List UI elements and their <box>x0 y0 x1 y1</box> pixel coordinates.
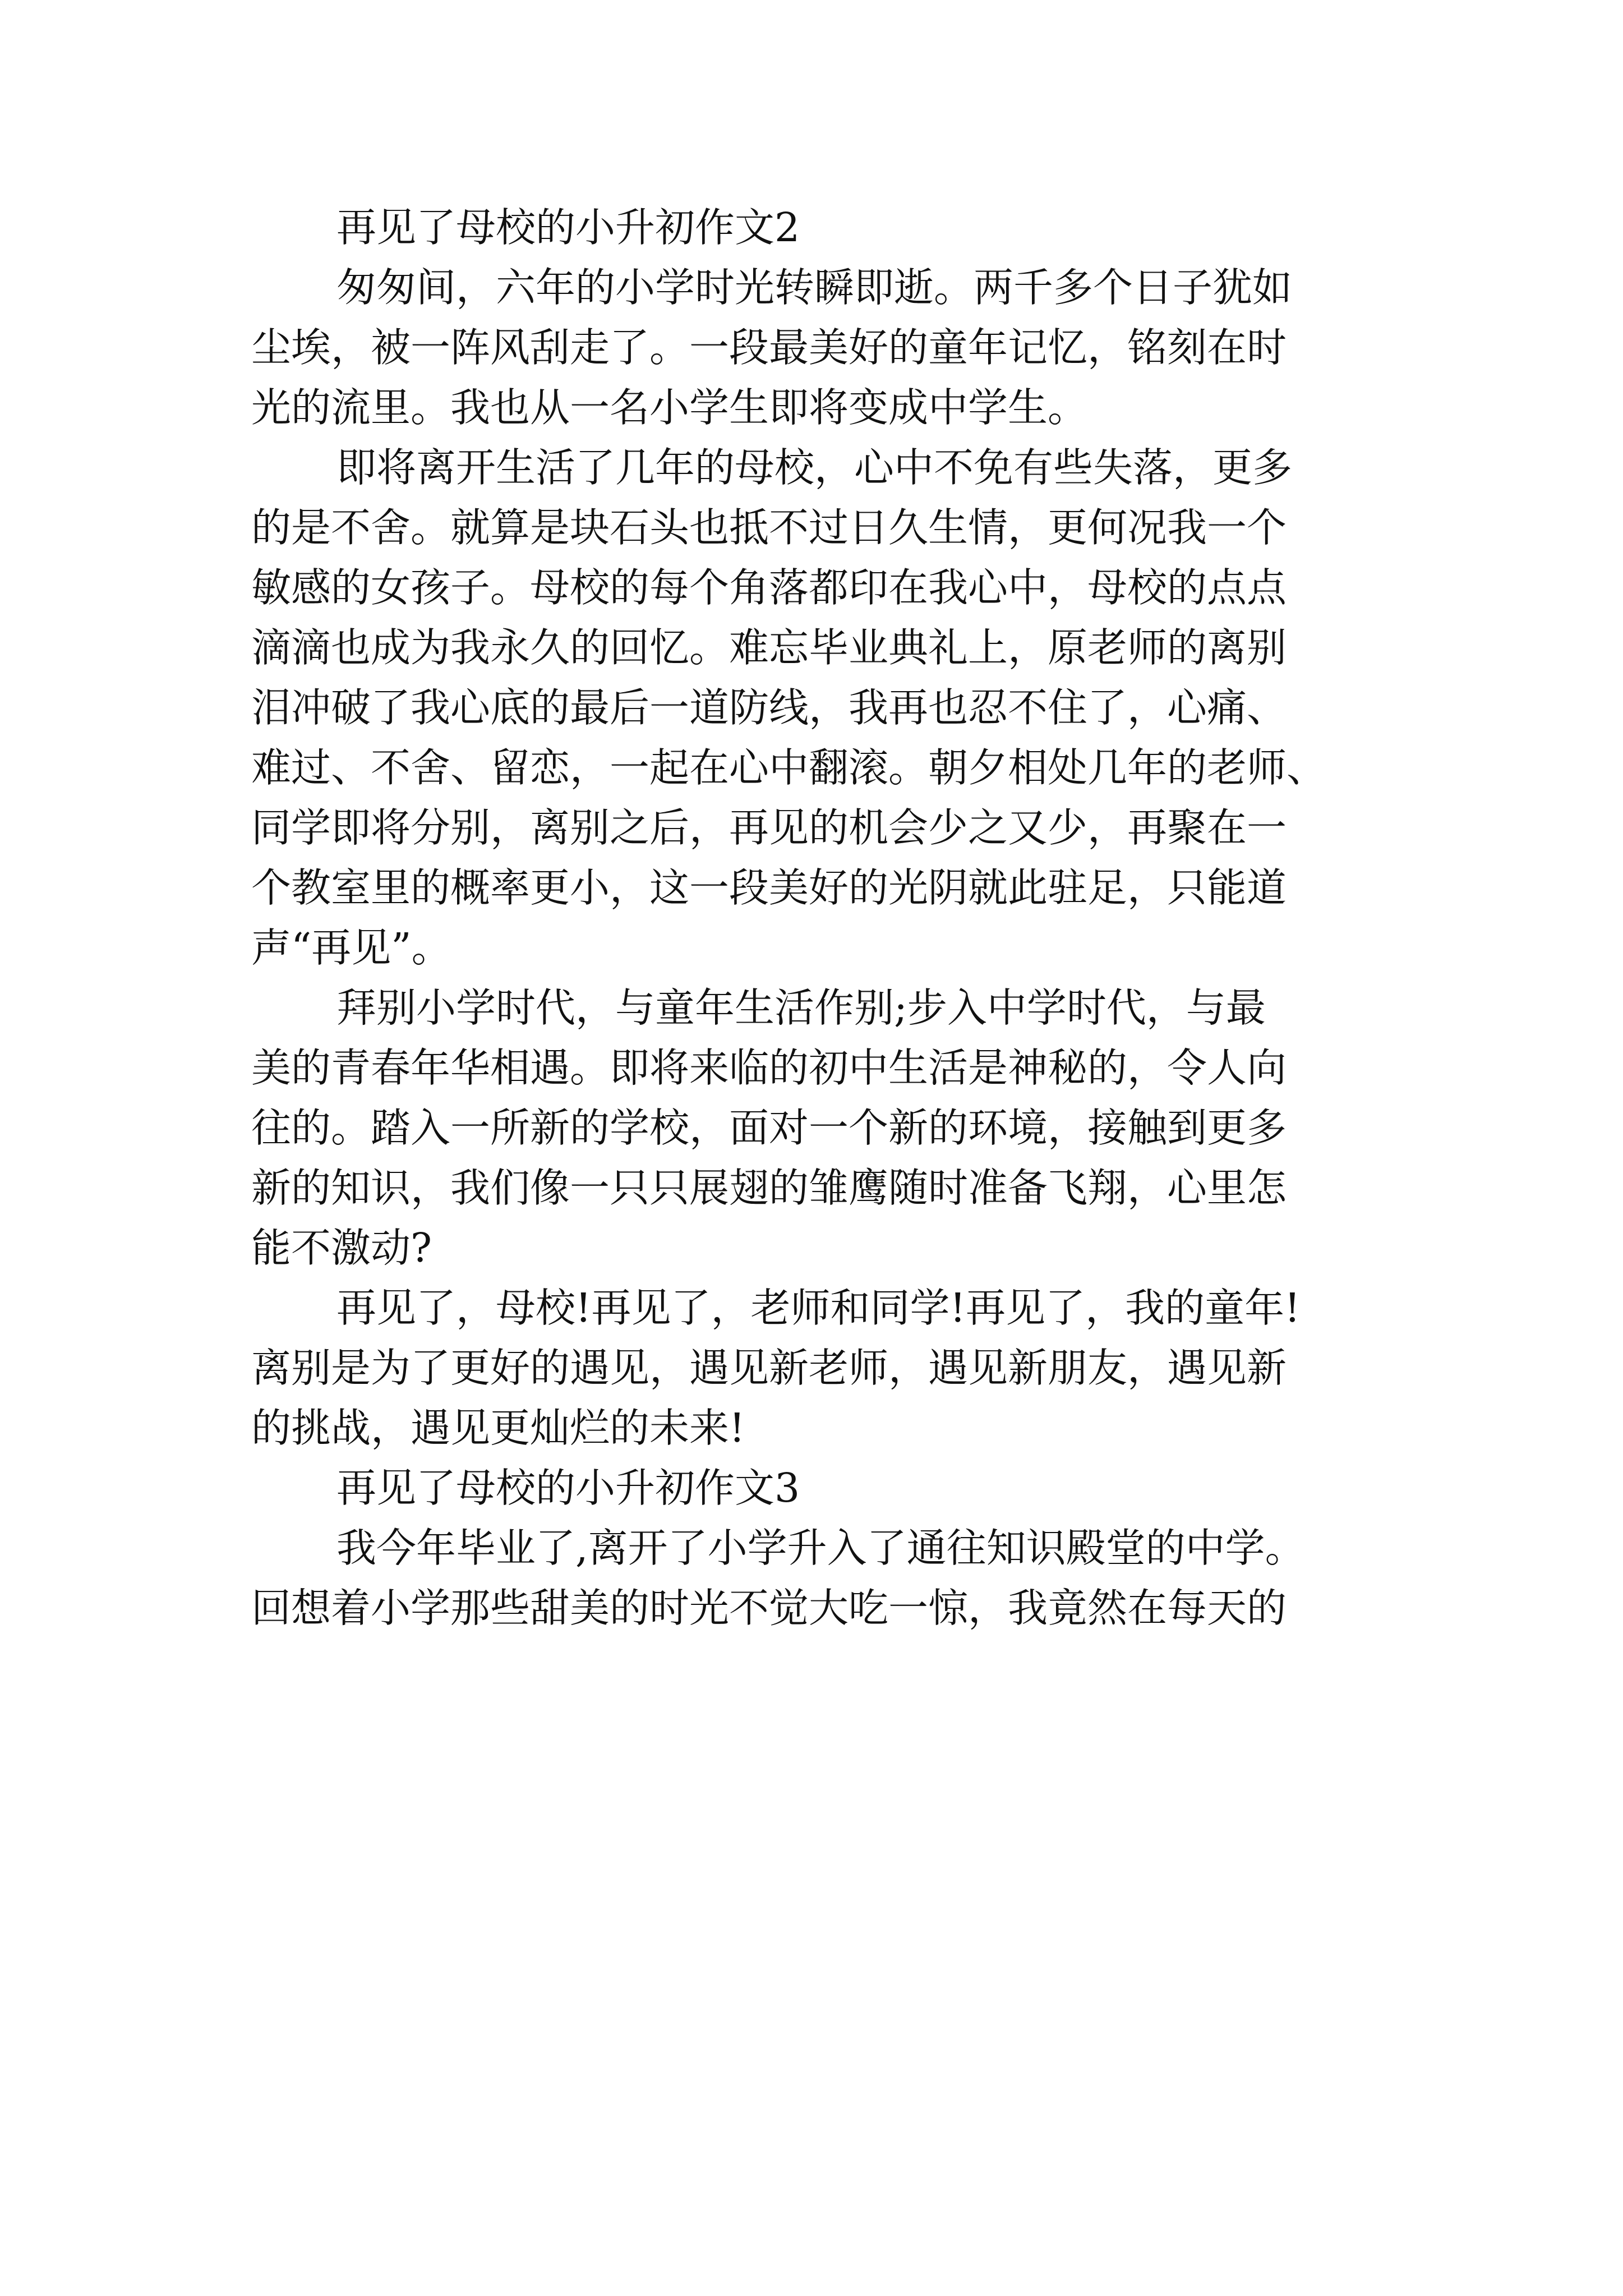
paragraph-line: 我今年毕业了,离开了小学升入了通往知识殿堂的中学。 <box>336 1525 1305 1571</box>
paragraph-line: 回想着小学那些甜美的时光不觉大吃一惊，我竟然在每天的 <box>251 1585 1287 1631</box>
paragraph-line: 往的。踏入一所新的学校，面对一个新的环境，接触到更多 <box>251 1105 1287 1151</box>
paragraph-line: 即将离开生活了几年的母校，心中不免有些失落，更多 <box>336 444 1293 491</box>
paragraph-3 <box>251 978 1384 1278</box>
paragraph-line: 能不激动? <box>251 1225 432 1271</box>
paragraph-line: 滴滴也成为我永久的回忆。难忘毕业典礼上，原老师的离别 <box>251 624 1287 671</box>
paragraph-line: 敏感的女孩子。母校的每个角落都印在我心中，母校的点点 <box>251 564 1287 611</box>
paragraph-line: 的挑战，遇见更灿烂的未来! <box>251 1405 745 1451</box>
paragraph-line: 尘埃，被一阵风刮走了。一段最美好的童年记忆，铭刻在时 <box>251 324 1287 371</box>
paragraph-line: 光的流里。我也从一名小学生即将变成中学生。 <box>251 384 1088 431</box>
paragraph-line: 拜别小学时代，与童年生活作别;步入中学时代，与最 <box>336 984 1266 1031</box>
essay-heading-3: 再见了母校的小升初作文3 <box>336 1465 800 1511</box>
document-body <box>251 197 1384 1638</box>
paragraph-line: 同学即将分别，离别之后，再见的机会少之又少，再聚在一 <box>251 804 1287 851</box>
paragraph-1 <box>251 257 1384 438</box>
paragraph-line: 个教室里的概率更小，这一段美好的光阴就此驻足，只能道 <box>251 864 1287 911</box>
paragraph-line: 难过、不舍、留恋，一起在心中翻滚。朝夕相处几年的老师、 <box>251 744 1327 791</box>
paragraph-line: 新的知识，我们像一只只展翅的雏鹰随时准备飞翔，心里怎 <box>251 1165 1287 1211</box>
paragraph-line: 声“再见”。 <box>251 924 451 971</box>
paragraph-line: 离别是为了更好的遇见，遇见新老师，遇见新朋友，遇见新 <box>251 1345 1287 1391</box>
paragraph-line: 的是不舍。就算是块石头也抵不过日久生情，更何况我一个 <box>251 504 1287 551</box>
paragraph-4 <box>251 1278 1384 1458</box>
paragraph-5 <box>251 1518 1384 1638</box>
essay-heading-2: 再见了母校的小升初作文2 <box>336 204 800 251</box>
paragraph-line: 匆匆间，六年的小学时光转瞬即逝。两千多个日子犹如 <box>336 264 1293 311</box>
paragraph-line: 泪冲破了我心底的最后一道防线，我再也忍不住了，心痛、 <box>251 684 1287 731</box>
paragraph-2 <box>251 438 1384 978</box>
paragraph-line: 再见了，母校!再见了，老师和同学!再见了，我的童年! <box>336 1285 1301 1331</box>
paragraph-line: 美的青春年华相遇。即将来临的初中生活是神秘的，令人向 <box>251 1045 1287 1091</box>
